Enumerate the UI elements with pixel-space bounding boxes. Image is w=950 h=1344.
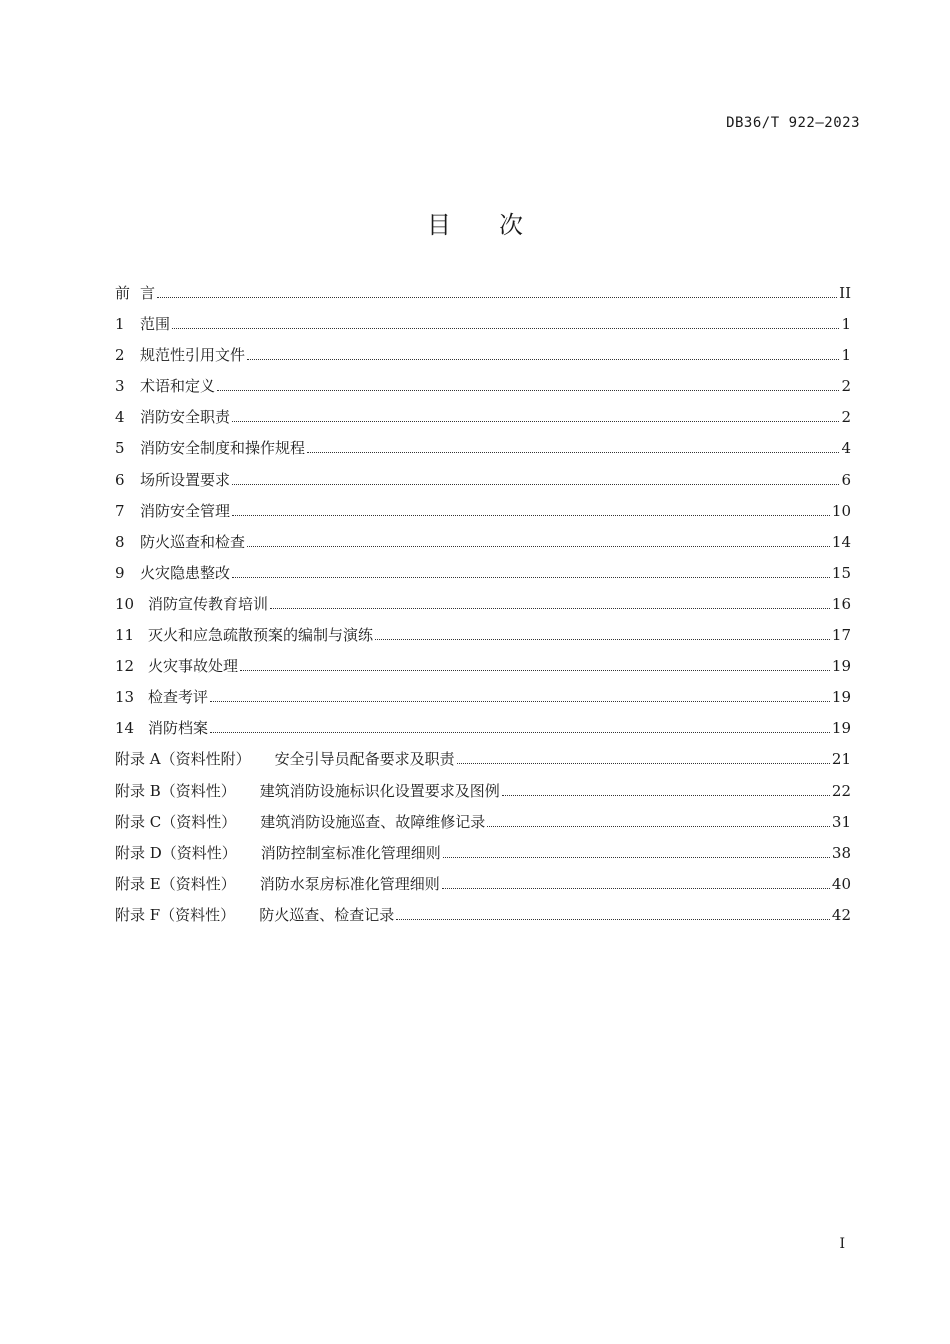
toc-entry-page: 16 bbox=[831, 594, 851, 613]
toc-entry-page: 4 bbox=[841, 439, 851, 458]
toc-entry-number: 2 bbox=[115, 346, 125, 365]
toc-leader-dots bbox=[443, 856, 830, 858]
toc-leader-dots bbox=[232, 576, 830, 578]
toc-entry-label: 消防水泵房标准化管理细则 bbox=[259, 874, 440, 893]
toc-entry-page: 40 bbox=[831, 874, 851, 893]
toc-entry-label: 检查考评 bbox=[148, 688, 209, 707]
toc-entry-page: 1 bbox=[841, 315, 851, 334]
toc-entry[interactable] bbox=[115, 282, 851, 313]
toc-entry-number: 附录 A（资料性附） bbox=[115, 750, 251, 769]
toc-entry-page: 1 bbox=[841, 346, 851, 365]
toc-title bbox=[0, 205, 950, 240]
toc-entry-page: 14 bbox=[831, 532, 851, 551]
toc-leader-dots bbox=[157, 296, 837, 298]
toc-entry[interactable] bbox=[115, 313, 851, 344]
toc-entry[interactable] bbox=[115, 655, 851, 686]
toc-entry-page: 19 bbox=[831, 688, 851, 707]
toc-leader-dots bbox=[217, 389, 839, 391]
toc-entry-page: 6 bbox=[841, 470, 851, 489]
document-code: DB36/T 922—2023 bbox=[726, 115, 860, 131]
toc-leader-dots bbox=[270, 607, 830, 609]
toc-entry-label: 消防安全管理 bbox=[140, 501, 231, 520]
toc-leader-dots bbox=[232, 483, 839, 485]
toc-entry[interactable] bbox=[115, 686, 851, 717]
toc-entry-page: 10 bbox=[831, 501, 851, 520]
toc-entry[interactable] bbox=[115, 593, 851, 624]
toc-entry[interactable] bbox=[115, 437, 851, 468]
toc-entry-number: 10 bbox=[115, 594, 135, 613]
toc-entry-page: 19 bbox=[831, 657, 851, 676]
toc-entry-label: 消防档案 bbox=[148, 719, 209, 738]
toc-leader-dots bbox=[307, 451, 839, 453]
toc-entry[interactable] bbox=[115, 624, 851, 655]
toc-entry-number: 14 bbox=[115, 719, 135, 738]
toc-entry[interactable] bbox=[115, 842, 851, 873]
toc-entry-number: 附录 E（资料性） bbox=[115, 874, 236, 893]
toc-entry-label: 范围 bbox=[140, 315, 171, 334]
toc-leader-dots bbox=[375, 638, 830, 640]
toc-entry-number: 附录 C（资料性） bbox=[115, 812, 237, 831]
toc-leader-dots bbox=[210, 731, 830, 733]
toc-entry-page: 22 bbox=[831, 781, 851, 800]
toc-entry[interactable] bbox=[115, 344, 851, 375]
toc-leader-dots bbox=[232, 420, 839, 422]
toc-entry[interactable] bbox=[115, 562, 851, 593]
toc-entry-number: 13 bbox=[115, 688, 135, 707]
toc-entry[interactable] bbox=[115, 375, 851, 406]
toc-entry-page: 2 bbox=[841, 408, 851, 427]
toc-leader-dots bbox=[247, 545, 830, 547]
toc-entry-page: 38 bbox=[831, 843, 851, 862]
toc-entry[interactable] bbox=[115, 811, 851, 842]
toc-entry[interactable] bbox=[115, 748, 851, 779]
toc-entry-number: 6 bbox=[115, 470, 125, 489]
toc-entry[interactable] bbox=[115, 873, 851, 904]
toc-entry-label: 建筑消防设施巡查、故障维修记录 bbox=[260, 812, 486, 831]
toc-entry-number: 5 bbox=[115, 439, 125, 458]
toc-entry-page: 31 bbox=[831, 812, 851, 831]
toc-entry[interactable] bbox=[115, 717, 851, 748]
toc-leader-dots bbox=[502, 794, 830, 796]
toc-entry-label: 防火巡查和检查 bbox=[140, 532, 246, 551]
toc-entry-number: 附录 F（资料性） bbox=[115, 905, 236, 924]
table-of-contents bbox=[115, 282, 851, 935]
toc-entry-label: 防火巡查、检查记录 bbox=[259, 905, 395, 924]
toc-entry-page: 17 bbox=[831, 626, 851, 645]
toc-entry-number: 12 bbox=[115, 657, 135, 676]
toc-entry-label: 消防宣传教育培训 bbox=[148, 594, 269, 613]
toc-entry-number: 11 bbox=[115, 626, 135, 645]
toc-entry[interactable] bbox=[115, 780, 851, 811]
toc-entry-label: 规范性引用文件 bbox=[140, 346, 246, 365]
toc-entry-label: 火灾事故处理 bbox=[148, 657, 239, 676]
toc-leader-dots bbox=[240, 669, 830, 671]
toc-entry-label: 言 bbox=[140, 284, 156, 302]
toc-entry-label: 消防安全职责 bbox=[140, 408, 231, 427]
toc-leader-dots bbox=[442, 887, 830, 889]
toc-title-part2: 次 bbox=[499, 211, 523, 239]
toc-entry-number: 7 bbox=[115, 501, 125, 520]
toc-entry-label: 火灾隐患整改 bbox=[140, 563, 231, 582]
toc-leader-dots bbox=[210, 700, 830, 702]
toc-leader-dots bbox=[457, 762, 830, 764]
toc-leader-dots bbox=[232, 514, 830, 516]
toc-entry[interactable] bbox=[115, 904, 851, 935]
toc-entry-number: 附录 D（资料性） bbox=[115, 843, 237, 862]
toc-entry-label: 术语和定义 bbox=[140, 377, 216, 396]
toc-entry-label: 安全引导员配备要求及职责 bbox=[274, 750, 455, 769]
toc-entry-number: 1 bbox=[115, 315, 125, 334]
toc-title-part1: 目 bbox=[427, 211, 451, 239]
toc-entry-page: 42 bbox=[831, 905, 851, 924]
toc-entry-page: 19 bbox=[831, 719, 851, 738]
toc-entry-number: 前 bbox=[115, 284, 131, 302]
toc-entry-label: 场所设置要求 bbox=[140, 470, 231, 489]
toc-entry-page: 15 bbox=[831, 563, 851, 582]
toc-entry-page: II bbox=[839, 284, 851, 302]
toc-entry-label: 消防安全制度和操作规程 bbox=[140, 439, 306, 458]
toc-entry-label: 消防控制室标准化管理细则 bbox=[260, 843, 441, 862]
toc-entry[interactable] bbox=[115, 531, 851, 562]
toc-leader-dots bbox=[396, 918, 830, 920]
toc-entry-page: 2 bbox=[841, 377, 851, 396]
page-number: I bbox=[839, 1236, 845, 1252]
toc-entry-number: 附录 B（资料性） bbox=[115, 781, 236, 800]
toc-entry-number: 3 bbox=[115, 377, 125, 396]
toc-entry-number: 9 bbox=[115, 563, 125, 582]
toc-leader-dots bbox=[247, 358, 839, 360]
toc-entry-number: 8 bbox=[115, 532, 125, 551]
toc-entry-label: 灭火和应急疏散预案的编制与演练 bbox=[148, 626, 374, 645]
toc-entry-number: 4 bbox=[115, 408, 125, 427]
toc-entry-label: 建筑消防设施标识化设置要求及图例 bbox=[259, 781, 500, 800]
toc-entry[interactable] bbox=[115, 500, 851, 531]
toc-entry[interactable] bbox=[115, 406, 851, 437]
toc-leader-dots bbox=[487, 825, 830, 827]
toc-entry-page: 21 bbox=[831, 750, 851, 769]
toc-leader-dots bbox=[172, 327, 839, 329]
toc-entry[interactable] bbox=[115, 469, 851, 500]
